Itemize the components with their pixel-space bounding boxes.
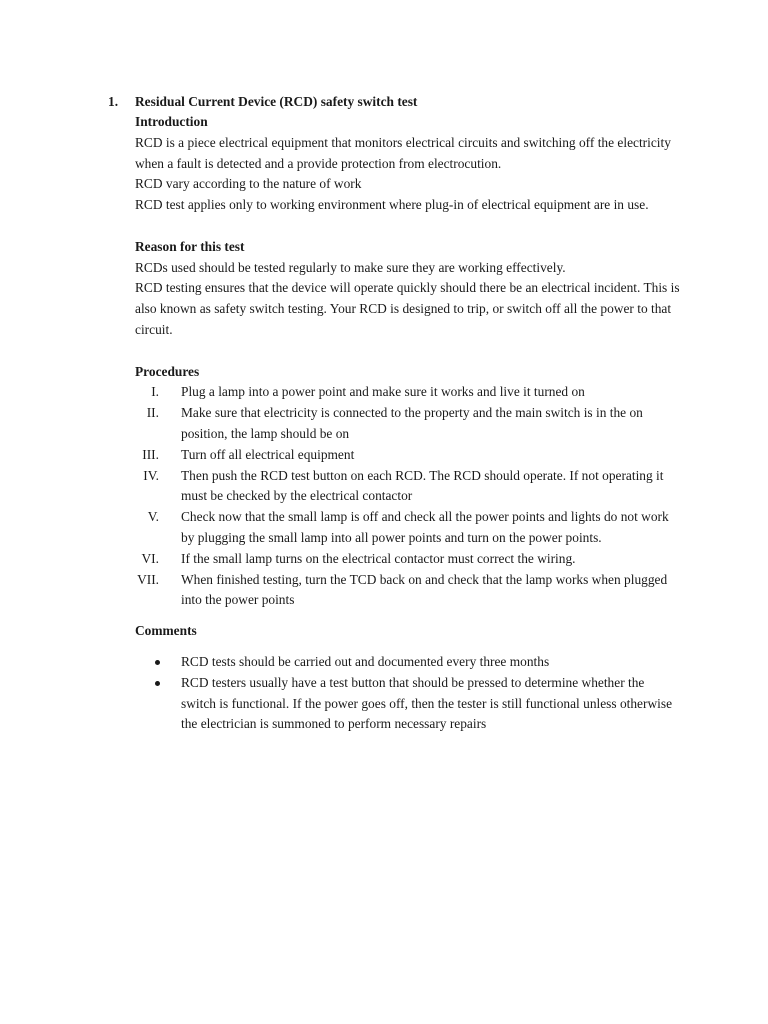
section-title: Residual Current Device (RCD) safety switch test — [135, 94, 418, 109]
procedures-title: Procedures — [135, 363, 200, 379]
procedure-number: I. — [151, 384, 159, 400]
introduction-paragraph: RCD test applies only to working environment where plug-in of electrical equipment are in use. — [135, 197, 649, 213]
spacer — [135, 611, 680, 621]
section-heading — [108, 92, 708, 113]
comment-text: RCD testers usually have a test button that should be pressed to determine whether the switch is functional. If the power goes off, then the tester is still functional unless otherwise the electrician is summoned to perform necessary repairs — [181, 674, 673, 732]
procedure-item — [135, 507, 680, 549]
procedure-item — [135, 445, 680, 466]
procedure-text: Check now that the small lamp is off and check all the power points and lights do not work by plugging the small lamp into all power points and turn on the power points. — [181, 509, 669, 545]
procedure-number: IV. — [143, 467, 159, 483]
comment-item — [135, 673, 680, 735]
spacer — [135, 216, 680, 237]
procedure-text: Then push the RCD test button on each RCD. The RCD should operate. If not operating it must be checked by the electrical contactor — [181, 467, 664, 504]
introduction-title: Introduction — [135, 114, 208, 129]
procedure-text: If the small lamp turns on the electrical contactor must correct the wiring. — [181, 550, 576, 566]
procedure-item — [135, 466, 680, 508]
spacer — [135, 341, 680, 362]
spacer — [135, 642, 680, 652]
procedure-item — [135, 382, 680, 403]
procedures-list — [135, 382, 680, 611]
procedure-number: VI. — [141, 550, 159, 566]
procedure-text: When finished testing, turn the TCD back on and check that the lamp works when plugged into the power points — [181, 571, 668, 608]
comments-title: Comments — [135, 623, 197, 639]
comment-item — [135, 652, 680, 673]
procedure-text: Turn off all electrical equipment — [181, 446, 355, 462]
bullet-icon — [155, 660, 160, 665]
procedure-item — [135, 570, 680, 612]
procedure-text: Plug a lamp into a power point and make sure it works and live it turned on — [181, 384, 585, 400]
introduction-paragraph: RCD vary according to the nature of work — [135, 176, 362, 192]
introduction-paragraph: RCD is a piece electrical equipment that monitors electrical circuits and switching off the electricity when a fault is detected and a provide protection from electrocution. — [135, 134, 671, 171]
document-body — [135, 112, 680, 735]
comments-list — [135, 652, 680, 735]
reason-paragraph: RCD testing ensures that the device will operate quickly should there be an electrical incident. This is also known as safety switch testing. Your RCD is designed to trip, or switch off all the power to that circuit. — [135, 280, 680, 337]
procedure-number: II. — [146, 405, 159, 421]
procedure-text: Make sure that electricity is connected to the property and the main switch is in the on position, the lamp should be on — [181, 405, 643, 441]
section-number: 1. — [108, 94, 119, 109]
bullet-icon — [155, 681, 160, 686]
procedure-number: VII. — [137, 571, 159, 587]
procedure-number: V. — [147, 509, 159, 525]
comment-text: RCD tests should be carried out and documented every three months — [181, 653, 550, 669]
procedure-item — [135, 403, 680, 445]
reason-paragraph: RCDs used should be tested regularly to make sure they are working effectively. — [135, 259, 566, 275]
reason-title: Reason for this test — [135, 238, 245, 254]
procedure-item — [135, 549, 680, 570]
procedure-number: III. — [142, 446, 159, 462]
